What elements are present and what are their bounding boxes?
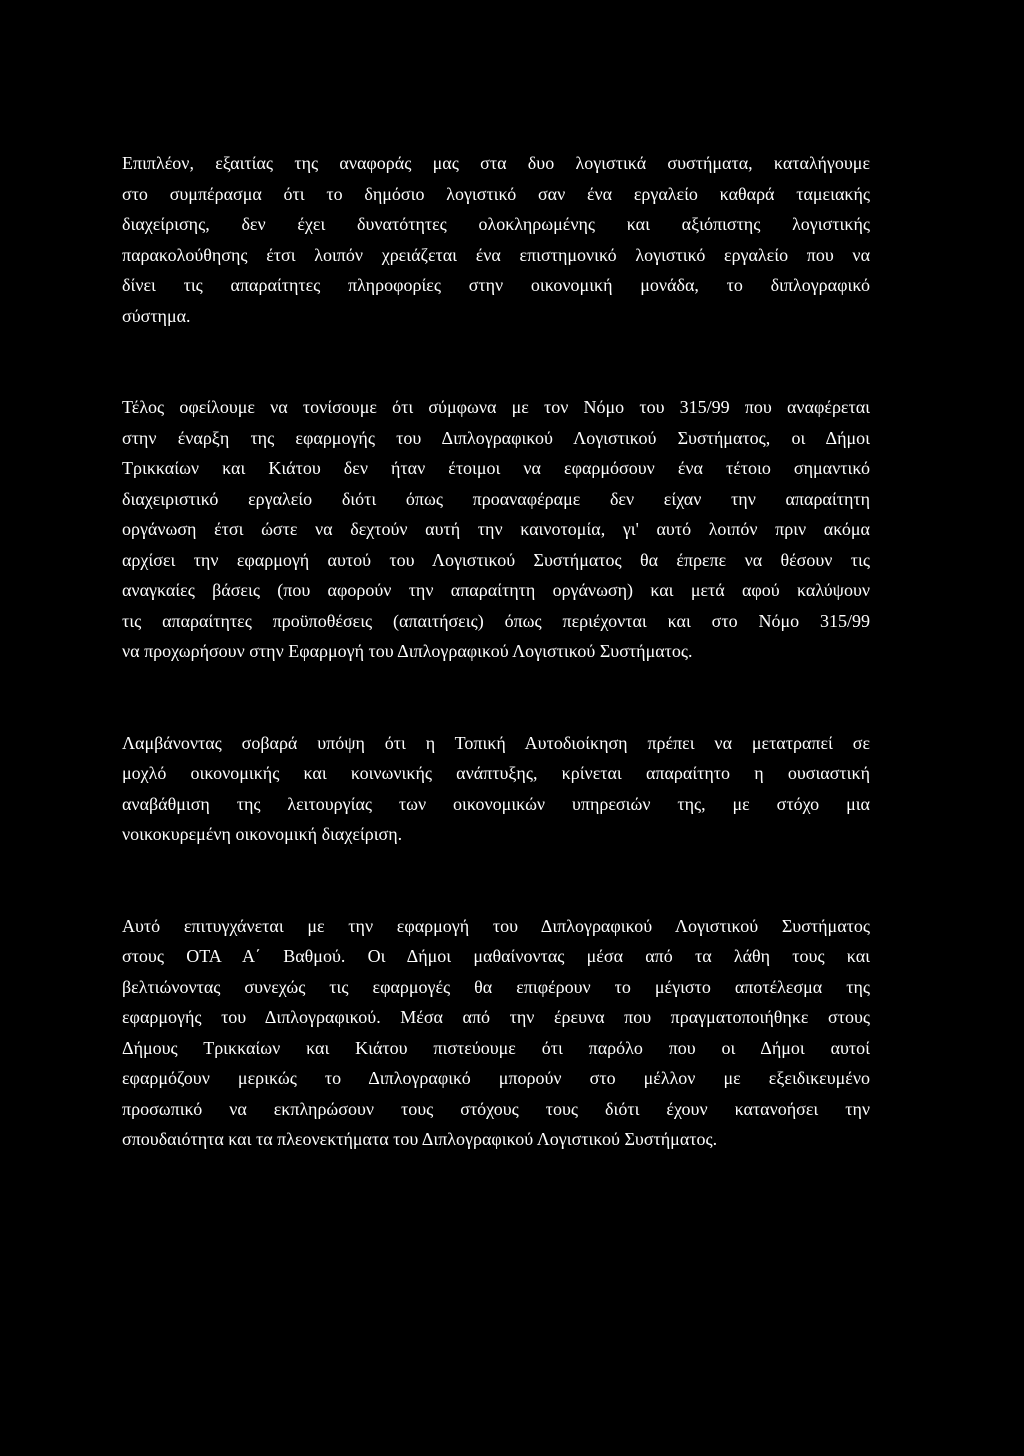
text-line: αρχίσει την εφαρμογή αυτού του Λογιστικού Συστήματος θα έπρεπε να θέσουν τις bbox=[122, 549, 870, 570]
text-line: αναβάθμιση της λειτουργίας των οικονομικών υπηρεσιών της, με στόχο μια bbox=[122, 793, 870, 814]
text-line: προσωπικό να εκπληρώσουν τους στόχους τους διότι έχουν κατανοήσει την bbox=[122, 1098, 870, 1119]
text-line: Αυτό επιτυγχάνεται με την εφαρμογή του Διπλογραφικού Λογιστικού Συστήματος bbox=[122, 915, 870, 936]
text-line: εφαρμογής του Διπλογραφικού. Μέσα από την έρευνα που πραγματοποιήθηκε στους bbox=[122, 1007, 870, 1027]
paragraph-spacer bbox=[122, 331, 870, 392]
text-line: οργάνωση έτσι ώστε να δεχτούν αυτή την καινοτομία, γι' αυτό λοιπόν πριν ακόμα bbox=[122, 519, 870, 539]
text-line: βελτιώνοντας συνεχώς τις εφαρμογές θα επιφέρουν το μέγιστο αποτέλεσμα της bbox=[122, 976, 870, 997]
text-line: στο συμπέρασμα ότι το δημόσιο λογιστικό σαν ένα εργαλείο καθαρά ταμειακής bbox=[122, 183, 870, 204]
text-line: παρακολούθησης έτσι λοιπόν χρειάζεται ένα επιστημονικό λογιστικό εργαλείο που να bbox=[122, 244, 870, 265]
paragraph-2 bbox=[122, 392, 870, 667]
document-page bbox=[122, 148, 870, 1155]
text-line: Δήμους Τρικκαίων και Κιάτου πιστεύουμε ότι παρόλο που οι Δήμοι αυτοί bbox=[122, 1037, 870, 1058]
text-line: Λαμβάνοντας σοβαρά υπόψη ότι η Τοπική Αυτοδιοίκηση πρέπει να μετατραπεί σε bbox=[122, 732, 870, 753]
text-line: σπουδαιότητα και τα πλεονεκτήματα του Διπλογραφικού Λογιστικού Συστήματος. bbox=[122, 1129, 718, 1149]
text-line: Τρικκαίων και Κιάτου δεν ήταν έτοιμοι να εφαρμόσουν ένα τέτοιο σημαντικό bbox=[122, 458, 870, 478]
text-line: αναγκαίες βάσεις (που αφορούν την απαραίτητη οργάνωση) και μετά αφού καλύψουν bbox=[122, 580, 870, 600]
text-line: νοικοκυρεμένη οικονομική διαχείριση. bbox=[122, 824, 403, 844]
text-line: τις απαραίτητες προϋποθέσεις (απαιτήσεις) όπως περιέχονται και στο Νόμο 315/99 bbox=[122, 610, 870, 631]
text-line: δίνει τις απαραίτητες πληροφορίες στην οικονομική μονάδα, το διπλογραφικό bbox=[122, 275, 870, 295]
text-line: σύστημα. bbox=[122, 305, 191, 326]
paragraph-3 bbox=[122, 728, 870, 850]
paragraph-1 bbox=[122, 148, 870, 331]
text-line: διαχειριστικό εργαλείο διότι όπως προαναφέραμε δεν είχαν την απαραίτητη bbox=[122, 488, 870, 509]
text-line: εφαρμόζουν μερικώς το Διπλογραφικό μπορούν στο μέλλον με εξειδικευμένο bbox=[122, 1068, 870, 1088]
paragraph-4 bbox=[122, 911, 870, 1155]
paragraph-spacer bbox=[122, 667, 870, 728]
paragraph-spacer bbox=[122, 850, 870, 911]
text-line: Τέλος οφείλουμε να τονίσουμε ότι σύμφωνα με τον Νόμο του 315/99 που αναφέρεται bbox=[122, 397, 870, 417]
text-line: Επιπλέον, εξαιτίας της αναφοράς μας στα δυο λογιστικά συστήματα, καταλήγουμε bbox=[122, 153, 870, 173]
text-line: στους ΟΤΑ Α΄ Βαθμού. Οι Δήμοι μαθαίνοντας μέσα από τα λάθη τους και bbox=[122, 946, 870, 966]
text-line: να προχωρήσουν στην Εφαρμογή του Διπλογραφικού Λογιστικού Συστήματος. bbox=[122, 641, 693, 661]
text-line: μοχλό οικονομικής και κοινωνικής ανάπτυξης, κρίνεται απαραίτητο η ουσιαστική bbox=[122, 763, 870, 783]
text-line: διαχείρισης, δεν έχει δυνατότητες ολοκληρωμένης και αξιόπιστης λογιστικής bbox=[122, 214, 870, 234]
text-line: στην έναρξη της εφαρμογής του Διπλογραφικού Λογιστικού Συστήματος, οι Δήμοι bbox=[122, 427, 870, 448]
